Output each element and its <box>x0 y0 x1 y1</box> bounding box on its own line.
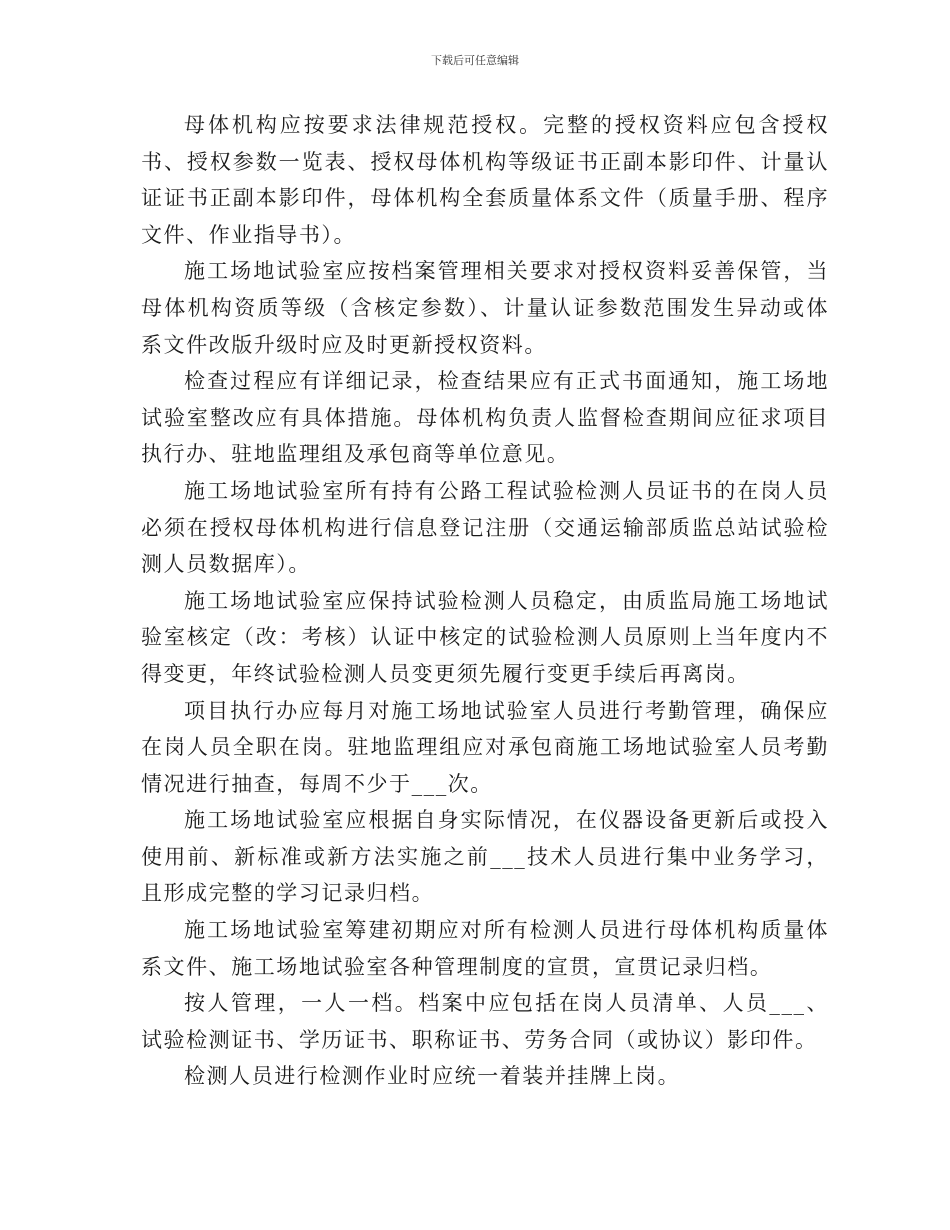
paragraph: 施工场地试验室所有持有公路工程试验检测人员证书的在岗人员必须在授权母体机构进行信息登记注册（交通运输部质监总站试验检测人员数据库）。 <box>141 478 829 577</box>
paragraph: 施工场地试验室应按档案管理相关要求对授权资料妥善保管，当母体机构资质等级（含核定参数）、计量认证参数范围发生异动或体系文件改版升级时应及时更新授权资料。 <box>141 259 829 357</box>
paragraph: 按人管理，一人一档。档案中应包括在岗人员清单、人员___、试验检测证书、学历证书、职称证书、劳务合同（或协议）影印件。 <box>141 991 829 1052</box>
paragraph: 母体机构应按要求法律规范授权。完整的授权资料应包含授权书、授权参数一览表、授权母体机构等级证书正副本影印件、计量认证证书正副本影印件，母体机构全套质量体系文件（质量手册、程序文件、作业指导书）。 <box>141 113 829 247</box>
paragraph: 施工场地试验室筹建初期应对所有检测人员进行母体机构质量体系文件、施工场地试验室各种管理制度的宣贯，宣贯记录归档。 <box>141 918 829 979</box>
paragraph: 施工场地试验室应保持试验检测人员稳定，由质监局施工场地试验室核定（改：考核）认证中核定的试验检测人员原则上当年度内不得变更，年终试验检测人员变更须先履行变更手续后再离岗。 <box>141 588 829 686</box>
document-body <box>141 107 829 1095</box>
paragraph: 检测人员进行检测作业时应统一着装并挂牌上岗。 <box>184 1064 681 1089</box>
paragraph: 项目执行办应每月对施工场地试验室人员进行考勤管理，确保应在岗人员全职在岗。驻地监理组应对承包商施工场地试验室人员考勤情况进行抽查，每周不少于___次。 <box>141 698 829 796</box>
paragraph: 施工场地试验室应根据自身实际情况，在仪器设备更新后或投入使用前、新标准或新方法实施之前___技术人员进行集中业务学习，且形成完整的学习记录归档。 <box>141 808 829 906</box>
paragraph: 检查过程应有详细记录，检查结果应有正式书面通知，施工场地试验室整改应有具体措施。母体机构负责人监督检查期间应征求项目执行办、驻地监理组及承包商等单位意见。 <box>141 369 829 467</box>
page-header: 下载后可任意编辑 <box>431 54 519 67</box>
